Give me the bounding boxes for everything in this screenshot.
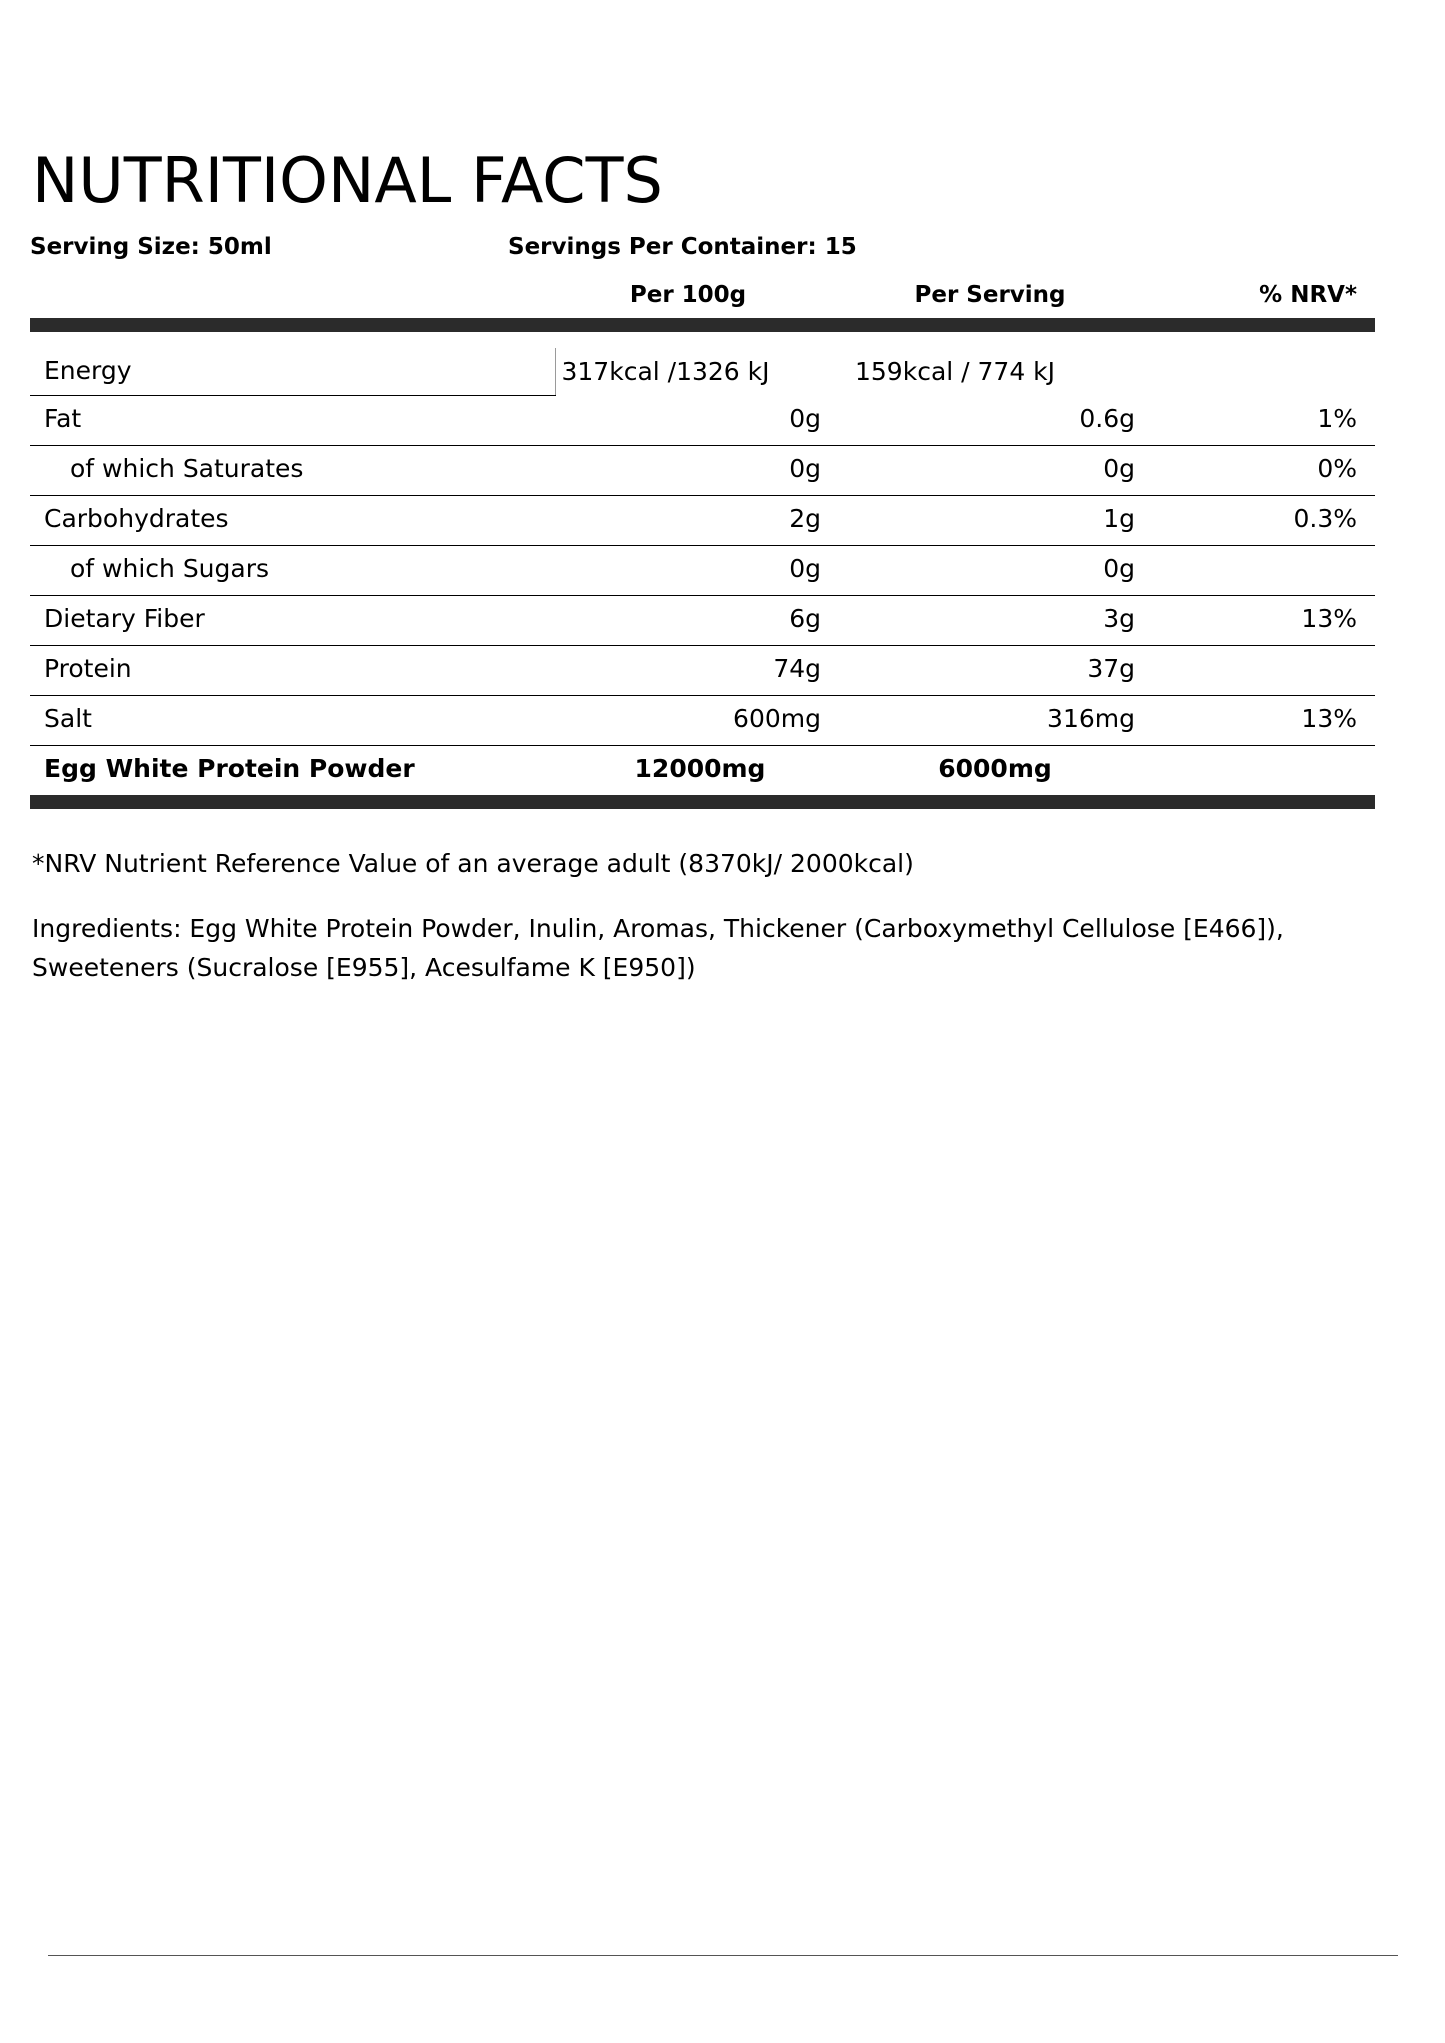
nrv-note: *NRV Nutrient Reference Value of an average adult (8370kJ/ 2000kcal) (32, 849, 914, 878)
servings-per-container-label: Servings Per Container: 15 (508, 234, 857, 260)
spacer-row (30, 332, 1375, 348)
table-row (30, 446, 1375, 496)
header-per-serving: Per Serving (914, 282, 1066, 308)
header-divider-thick (30, 318, 1375, 332)
row-label: Protein (30, 646, 555, 696)
header-per-100g: Per 100g (629, 282, 747, 308)
row-per-100g: 0g (555, 396, 845, 446)
divider-bar (30, 318, 1375, 332)
serving-size-label: Serving Size: 50ml (30, 234, 272, 260)
row-per-100g: 2g (555, 496, 845, 546)
row-nrv: 0% (1145, 446, 1375, 496)
table-row (30, 696, 1375, 746)
table-row (30, 646, 1375, 696)
row-nrv: 13% (1145, 696, 1375, 746)
row-per-serving: 0.6g (845, 396, 1145, 446)
row-label: Egg White Protein Powder (44, 754, 415, 783)
row-label: Salt (30, 696, 555, 746)
table-row (30, 496, 1375, 546)
row-per-100g: 6g (555, 596, 845, 646)
row-label: Energy (30, 348, 555, 396)
table-row (30, 396, 1375, 446)
row-per-serving: 37g (845, 646, 1145, 696)
header-blank (30, 282, 555, 318)
label-content (30, 144, 1375, 1013)
row-per-100g: 600mg (555, 696, 845, 746)
table-row (30, 746, 1375, 796)
table-row (30, 546, 1375, 596)
serving-info (30, 234, 1375, 278)
row-per-100g: 12000mg (634, 754, 766, 783)
notes-section (30, 845, 1375, 987)
row-per-serving: 1g (845, 496, 1145, 546)
row-nrv (1145, 348, 1375, 396)
row-per-100g: 0g (555, 546, 845, 596)
row-per-serving: 159kcal / 774 kJ (855, 356, 1056, 386)
row-per-100g: 74g (555, 646, 845, 696)
table-header-row (30, 282, 1375, 318)
row-label: of which Sugars (30, 546, 555, 596)
spacer-cell (30, 332, 1375, 348)
row-nrv: 13% (1145, 596, 1375, 646)
row-per-100g: 0g (555, 446, 845, 496)
header-percent-nrv: % NRV* (1259, 282, 1357, 308)
table-row (30, 348, 1375, 396)
row-per-serving: 3g (845, 596, 1145, 646)
row-label: Carbohydrates (30, 496, 555, 546)
page-title: NUTRITIONAL FACTS (32, 144, 663, 217)
row-per-serving: 316mg (845, 696, 1145, 746)
row-nrv (1145, 746, 1375, 796)
row-nrv: 1% (1145, 396, 1375, 446)
row-nrv: 0.3% (1145, 496, 1375, 546)
row-label: of which Saturates (30, 446, 555, 496)
row-per-100g: 317kcal /1326 kJ (555, 348, 845, 396)
row-per-serving: 0g (845, 546, 1145, 596)
footer-divider-thick (30, 795, 1375, 809)
row-label: Fat (30, 396, 555, 446)
row-per-serving: 6000mg (938, 754, 1052, 783)
row-nrv (1145, 546, 1375, 596)
row-per-serving: 0g (845, 446, 1145, 496)
footer-divider (48, 1955, 1398, 1956)
table-row (30, 596, 1375, 646)
ingredients-text: Ingredients: Egg White Protein Powder, Inulin, Aromas, Thickener (Carboxymethyl Cellulose [E466]), Sweeteners (Sucralose [E955], Acesulfame K [E950]) (32, 913, 1284, 982)
row-label: Dietary Fiber (30, 596, 555, 646)
row-nrv (1145, 646, 1375, 696)
divider-bar (30, 795, 1375, 809)
nutrition-table (30, 282, 1375, 809)
